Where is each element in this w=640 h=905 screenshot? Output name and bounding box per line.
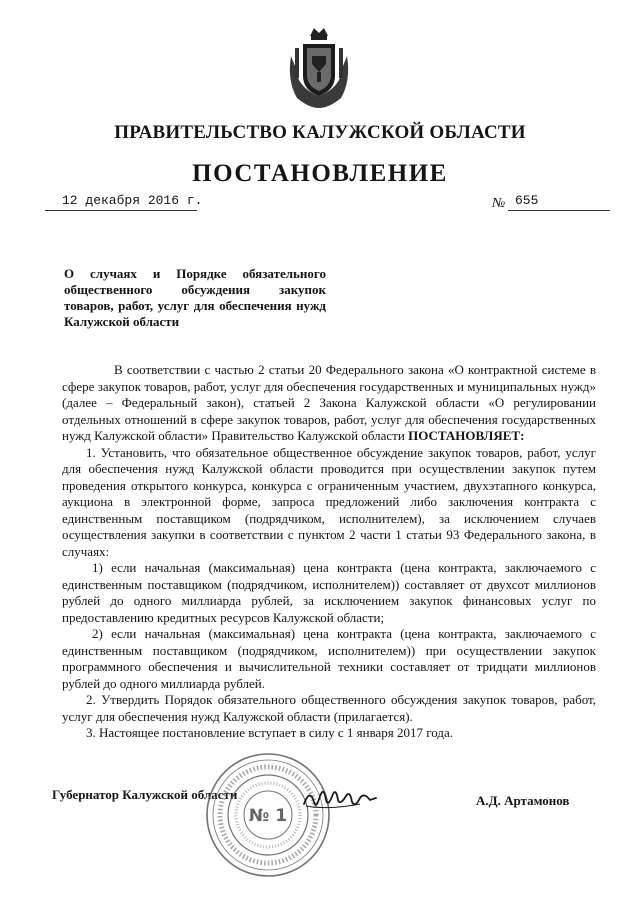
item-3: 3. Настоящее постановление вступает в силу с 1 января 2017 года. <box>86 725 454 740</box>
document-subject: О случаях и Порядке обязательного общественного обсуждения закупок товаров, работ, услуг для обеспечения нужд Калужской области <box>64 266 326 329</box>
item-1-2: 2) если начальная (максимальная) цена контракта (цена контракта, заключаемого с единственным поставщиком (подрядчиком, исполнителем)) при осуществлении закупок программного обеспечения и вычислительной техники составляет от тридцати миллионов рублей до одного миллиарда рублей. <box>62 626 596 691</box>
official-seal-icon <box>203 750 333 880</box>
seal-number: № 1 <box>248 806 288 826</box>
handwritten-signature-icon <box>300 784 380 814</box>
signer-name: А.Д. Артамонов <box>476 793 570 808</box>
item-1: 1. Установить, что обязательное общественное обсуждение закупок товаров, работ, услуг для обеспечения нужд Калужской области проводится при осуществлении закупок путем проведения открытого конкурса, конкурса с ограниченным участием, двухэтапного конкурса, аукциона в электронной форме, запроса предложений либо заключения контракта с единственным поставщиком (подрядчиком, исполнителем), за исключением случаев осуществления закупки в соответствии с пунктом 2 части 1 статьи 93 Федерального закона, в случаях: <box>62 444 596 559</box>
document-number: 655 <box>515 193 539 208</box>
item-2: 2. Утвердить Порядок обязательного общественного обсуждения закупок товаров, работ, услуг для обеспечения нужд Калужской области (прилагается). <box>62 692 596 724</box>
preamble-paragraph <box>62 362 596 445</box>
coat-of-arms-icon <box>283 26 355 110</box>
number-label: № <box>492 196 506 211</box>
document-type-title: ПОСТАНОВЛЕНИЕ <box>192 160 448 187</box>
document-date: 12 декабря 2016 г. <box>62 193 203 208</box>
government-title: ПРАВИТЕЛЬСТВО КАЛУЖСКОЙ ОБЛАСТИ <box>114 122 526 143</box>
signer-role: Губернатор Калужской области <box>52 787 238 802</box>
document-body <box>62 362 596 742</box>
decree-word: ПОСТАНОВЛЯЕТ: <box>408 428 525 443</box>
preamble-text: В соответствии с частью 2 статьи 20 Федерального закона «О контрактной системе в сфере закупок товаров, работ, услуг для обеспечения государственных и муниципальных нужд» (далее – Федеральный закон), статьей 2 Закона Калужской области «О регулировании отдельных отношений в сфере закупок товаров, работ, услуг для обеспечения государственных нужд Калужской области» Правительство Калужской области <box>62 362 596 443</box>
item-1-1: 1) если начальная (максимальная) цена контракта (цена контракта, заключаемого с единственным поставщиком (подрядчиком, исполнителем)) составляет от двухсот миллионов рублей до одного миллиарда рублей, за исключением закупок финансовых услуг по предоставлению кредитных ресурсов Калужской области; <box>62 560 596 625</box>
